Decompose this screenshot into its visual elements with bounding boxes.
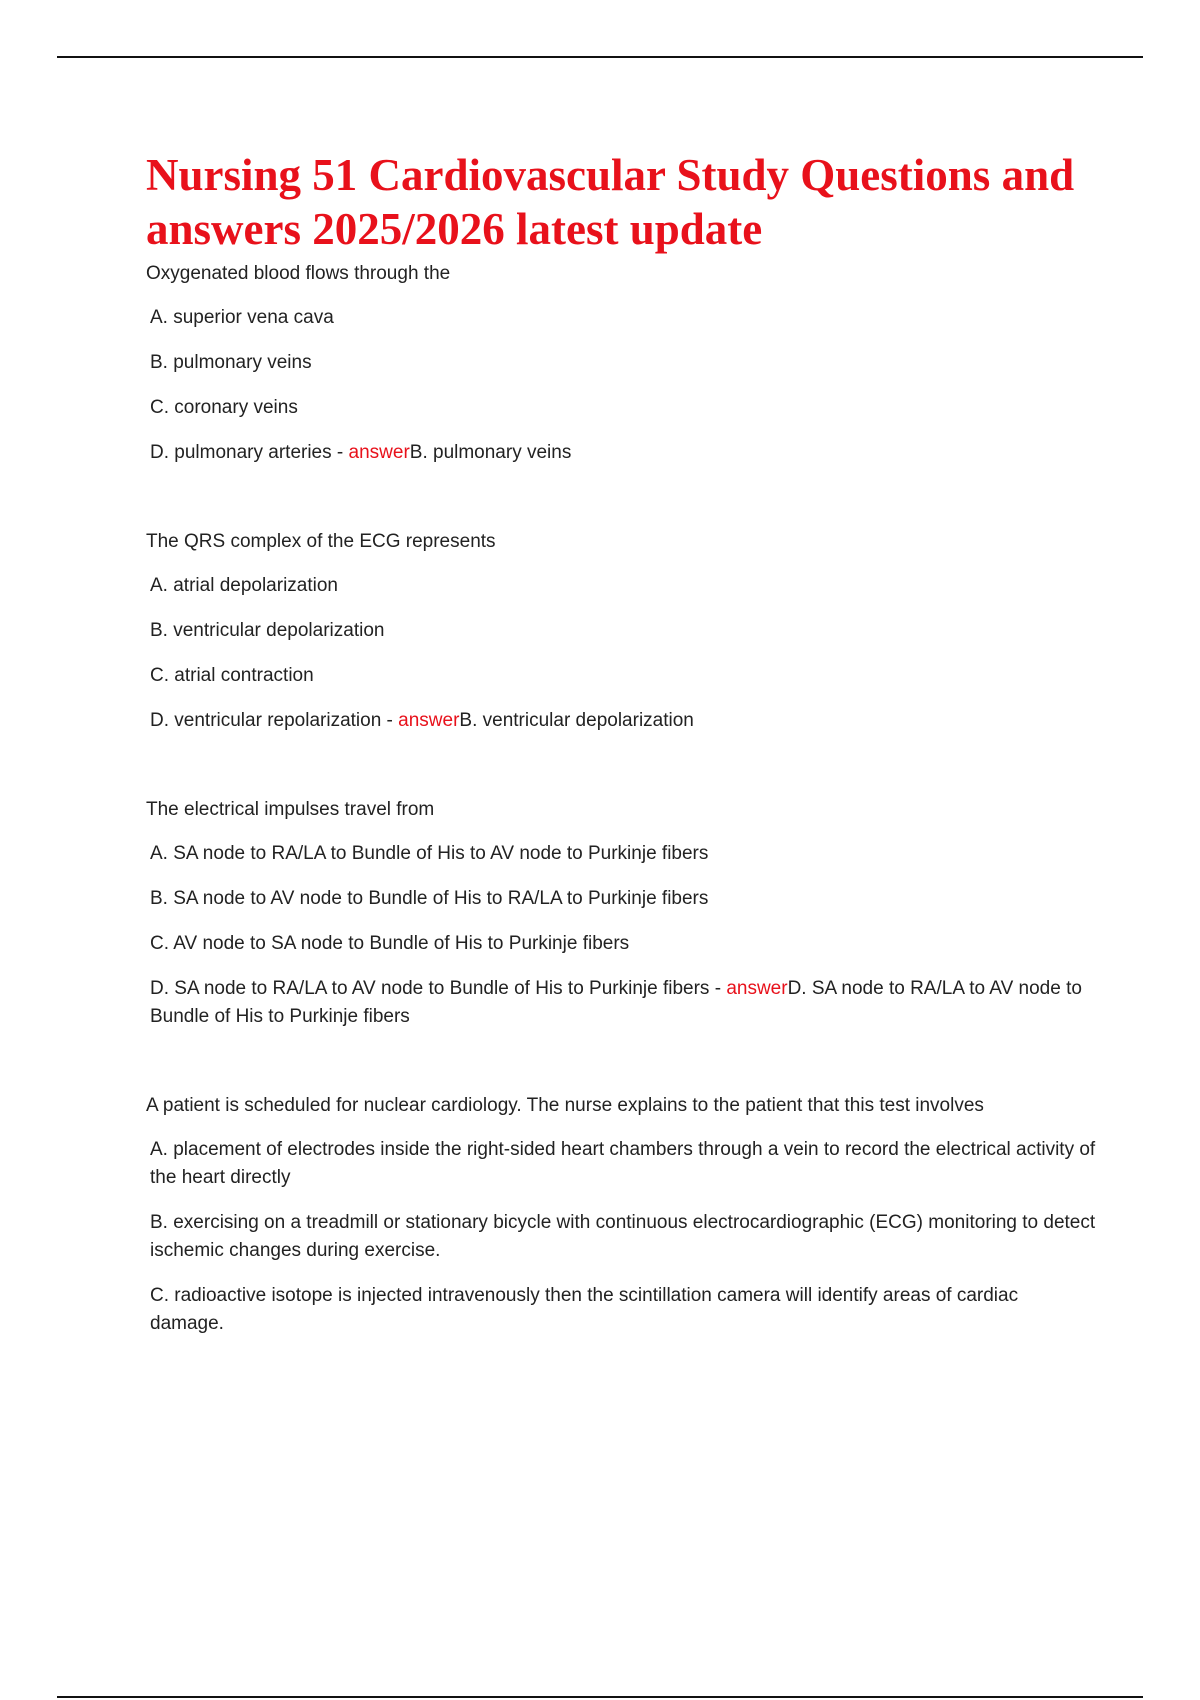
- question-block: [146, 1092, 1096, 1338]
- answer-label: answer: [726, 978, 788, 999]
- option-b: B. ventricular depolarization: [150, 620, 385, 641]
- option-d-text: D. ventricular repolarization -: [150, 710, 399, 731]
- option-c: C. AV node to SA node to Bundle of His to Purkinje fibers: [150, 933, 630, 954]
- option-b: B. pulmonary veins: [150, 352, 312, 373]
- option-d: [146, 975, 1096, 1031]
- option-a: A. atrial depolarization: [150, 575, 338, 596]
- question-prompt: Oxygenated blood flows through the: [146, 263, 451, 284]
- option-c: C. coronary veins: [150, 397, 298, 418]
- answer-text: D. SA node to RA/LA to AV node to Bundle of His to Purkinje fibers: [150, 978, 1082, 1027]
- option-b: B. exercising on a treadmill or stationary bicycle with continuous electrocardiographic (ECG) monitoring to detect ischemic changes during exercise.: [150, 1212, 1096, 1261]
- option-b: B. SA node to AV node to Bundle of His to RA/LA to Purkinje fibers: [150, 888, 709, 909]
- option-d: [146, 707, 1096, 735]
- option-a: A. SA node to RA/LA to Bundle of His to AV node to Purkinje fibers: [150, 843, 709, 864]
- document-title: Nursing 51 Cardiovascular Study Questions and answers 2025/2026 latest update: [146, 150, 1075, 254]
- option-d-text: D. pulmonary arteries -: [150, 442, 349, 463]
- answer-label: answer: [398, 710, 460, 731]
- question-prompt: The electrical impulses travel from: [146, 799, 435, 820]
- option-a: A. superior vena cava: [150, 307, 334, 328]
- option-a: A. placement of electrodes inside the right-sided heart chambers through a vein to record the electrical activity of the heart directly: [150, 1139, 1096, 1188]
- option-c: C. radioactive isotope is injected intravenously then the scintillation camera will identify areas of cardiac damage.: [150, 1285, 1019, 1334]
- top-divider: [57, 56, 1143, 58]
- question-block: [146, 260, 1096, 467]
- answer-text: B. ventricular depolarization: [459, 710, 694, 731]
- option-d-text: D. SA node to RA/LA to AV node to Bundle of His to Purkinje fibers -: [150, 978, 727, 999]
- option-d: [146, 439, 1096, 467]
- option-c: C. atrial contraction: [150, 665, 314, 686]
- question-block: [146, 796, 1096, 1031]
- bottom-divider: [57, 1696, 1143, 1698]
- answer-text: B. pulmonary veins: [409, 442, 572, 463]
- answer-label: answer: [348, 442, 410, 463]
- question-prompt: A patient is scheduled for nuclear cardiology. The nurse explains to the patient that this test involves: [146, 1095, 984, 1116]
- question-block: [146, 528, 1096, 735]
- question-prompt: The QRS complex of the ECG represents: [146, 531, 496, 552]
- document-body: [146, 148, 1096, 1338]
